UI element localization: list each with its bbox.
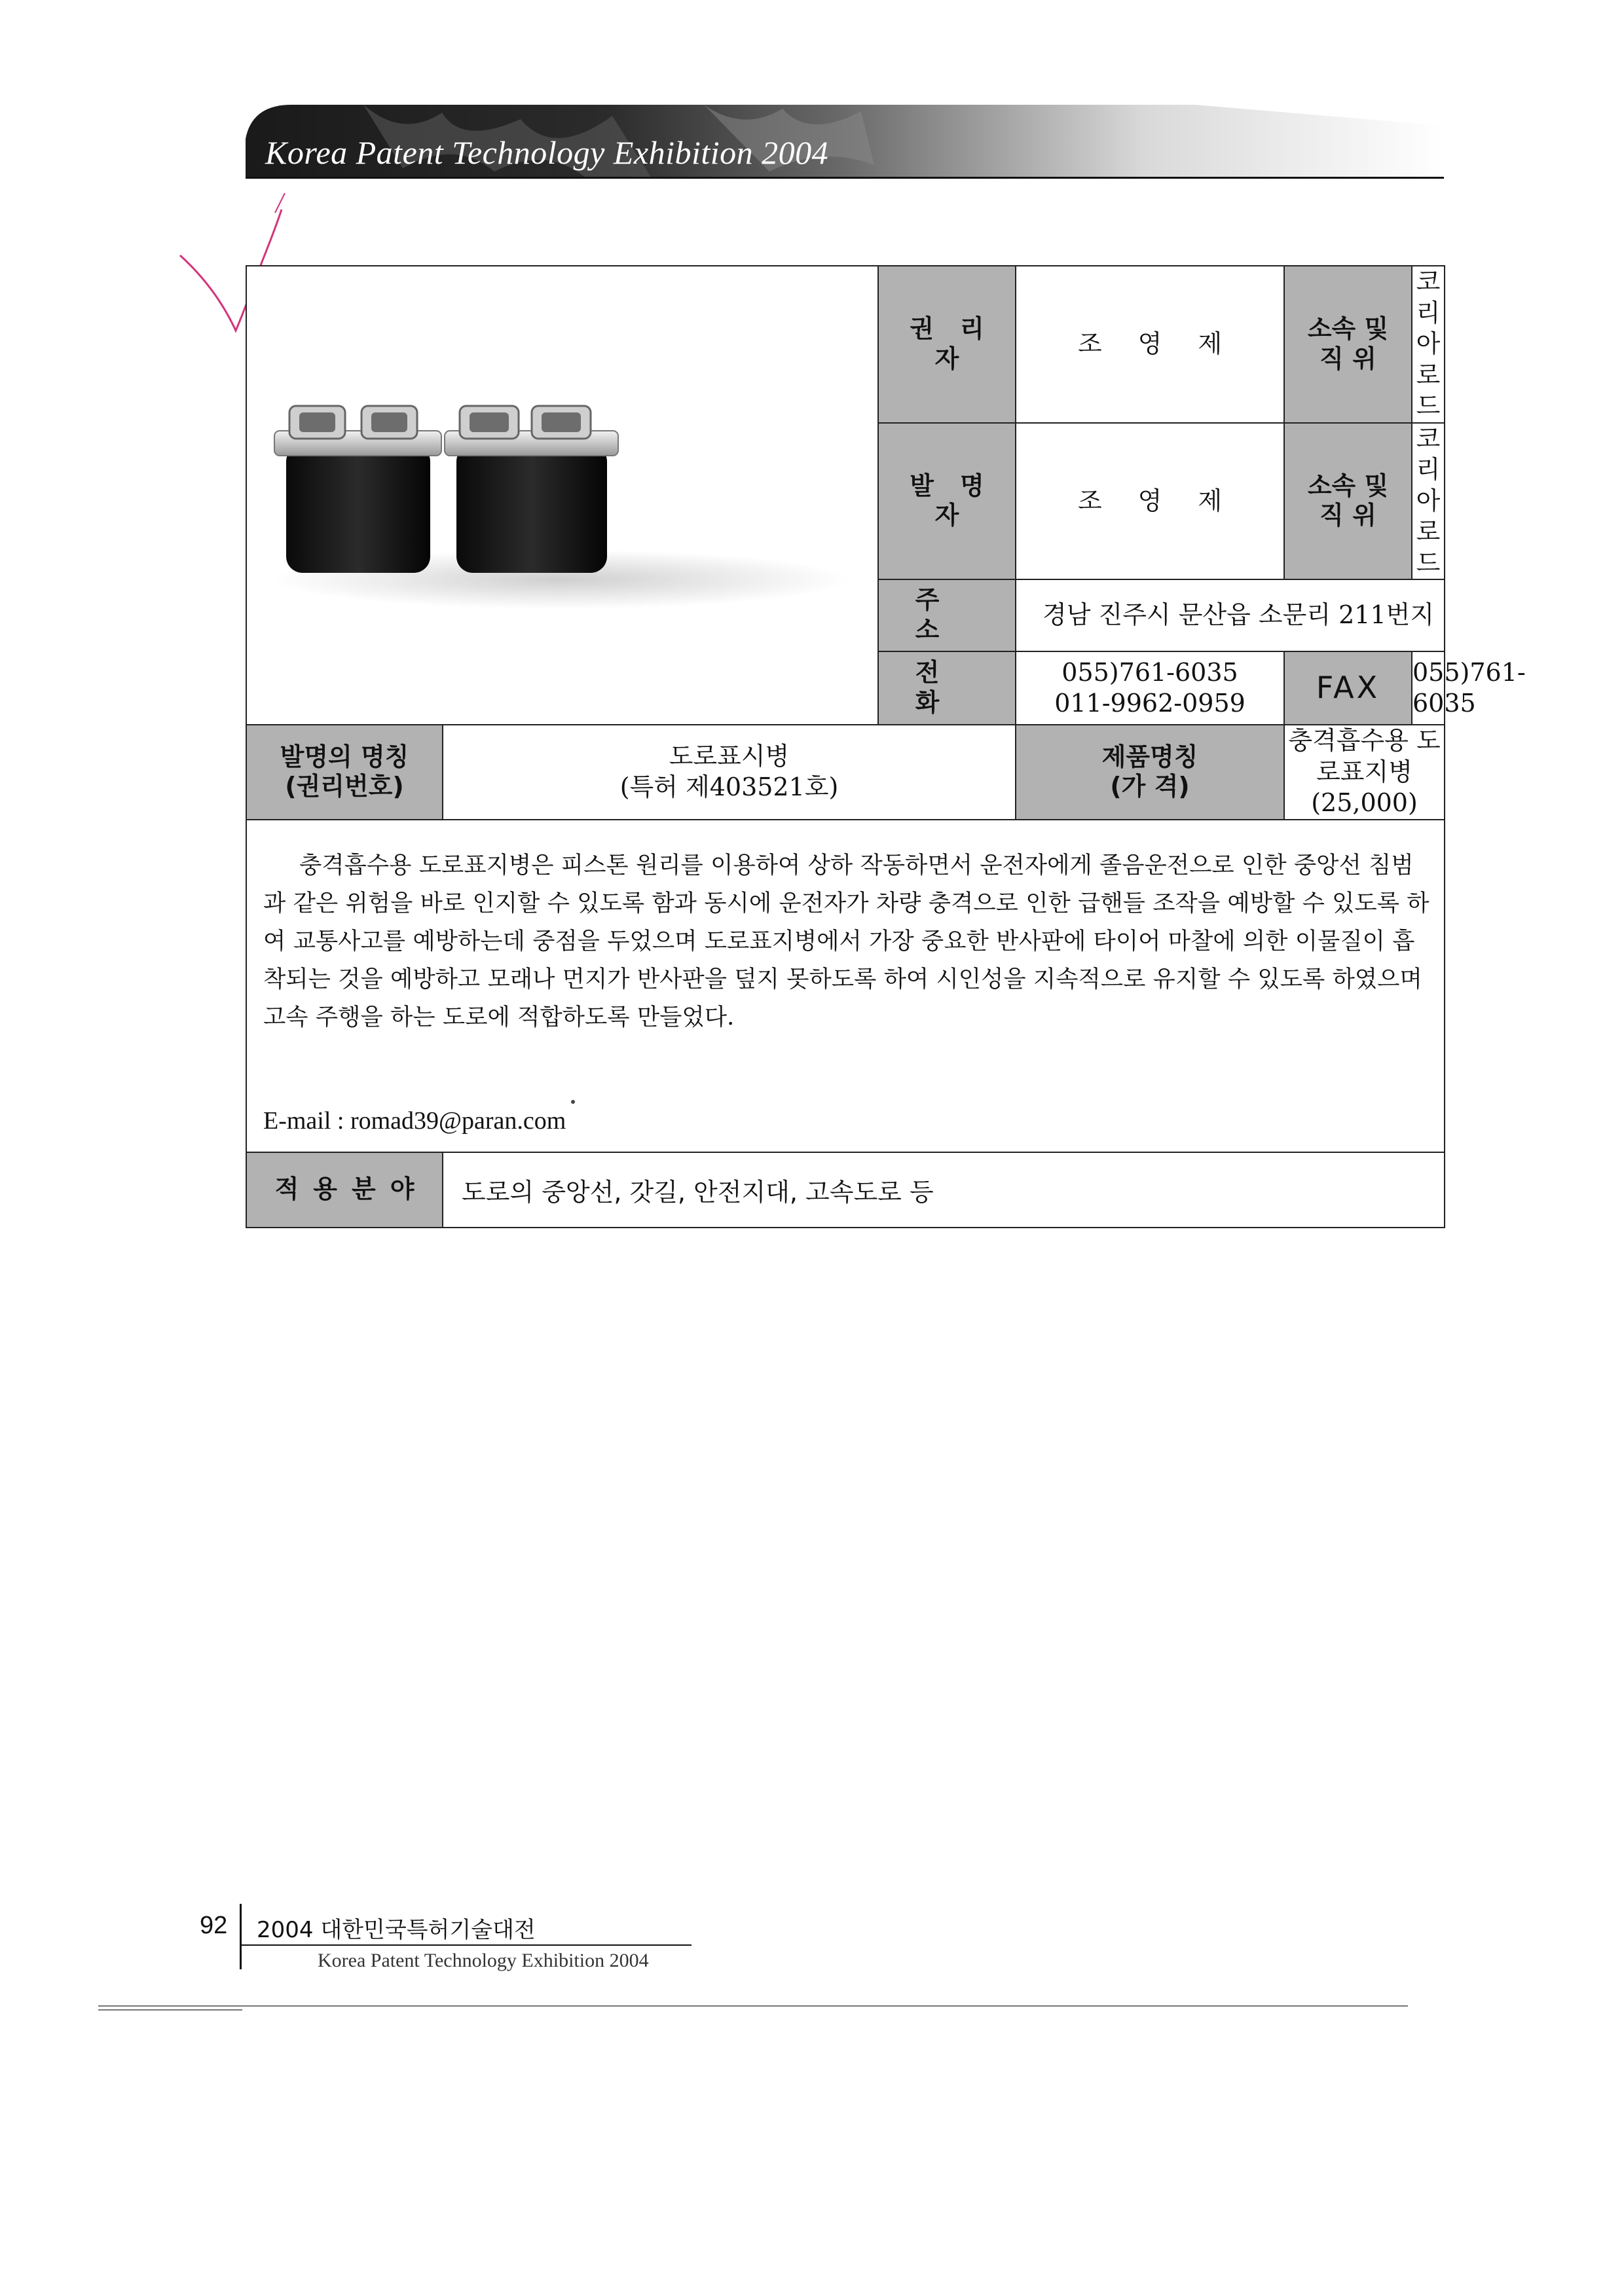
affiliation-label-line1: 소속 및 [1307, 314, 1389, 344]
phone-value [1016, 651, 1284, 725]
affiliation-label-line2: 직 위 [1320, 344, 1376, 373]
application-field-label: 적용분야 [246, 1152, 443, 1228]
inventor-affiliation: 코리아로드 [1412, 423, 1445, 580]
invention-name-label [246, 725, 443, 820]
banner-title: Korea Patent Technology Exhibition 2004 [265, 134, 829, 171]
page-bottom-rule-short [98, 2009, 242, 2011]
product-name-value [1284, 725, 1445, 820]
product-photo-cell [246, 266, 878, 725]
inventor-value: 조영제 [1016, 423, 1284, 580]
footer-divider [240, 1904, 242, 1969]
invention-name: 도로표시병 [669, 741, 790, 771]
product-price: (25,000) [1311, 788, 1418, 817]
header-banner [246, 100, 1444, 178]
address-value: 경남 진주시 문산읍 소문리 211번지 [1016, 579, 1445, 651]
rights-holder-value: 조영제 [1016, 266, 1284, 423]
scan-speck [571, 1100, 575, 1104]
invention-name-value [443, 725, 1016, 820]
inventor-affiliation-label [1284, 423, 1412, 580]
application-field-value: 도로의 중앙선, 갓길, 안전지대, 고속도로 등 [443, 1152, 1445, 1228]
rights-holder-affiliation: 코리아로드 [1412, 266, 1445, 423]
rights-holder-affiliation-label [1284, 266, 1412, 423]
header-rule [246, 177, 1444, 179]
product-photo [247, 354, 879, 635]
phone-line2: 011-9962-0959 [1054, 689, 1246, 718]
patent-number: (특허 제403521호) [619, 773, 839, 802]
footer-title-korean: 2004 대한민국특허기술대전 [257, 1917, 536, 1943]
description-cell [246, 820, 1445, 1152]
road-stud-right [445, 406, 618, 573]
invention-name-label-line1: 발명의 명칭 [280, 742, 409, 771]
affiliation-label-line2: 직 위 [1320, 501, 1376, 530]
product-name-label [1016, 725, 1284, 820]
page-bottom-rule [98, 2005, 1408, 2007]
description-text: 충격흡수용 도로표지병은 피스톤 원리를 이용하여 상하 작동하면서 운전자에게 졸음운전으로 인한 중앙선 침범과 같은 위험을 바로 인지할 수 있도록 함과 동시에 운전자가 차량 충격으로 인한 급핸들 조작을 예방할 수 있도록 하여 교통사고를 예방하는데 중점을 두었으며 도로표지병에서 가장 중요한 반사판에 타이어 마찰에 의한 이물질이 흡착되는 것을 예방하고 모래나 먼지가 반사판을 덮지 못하도록 하여 시인성을 지속적으로 유지할 수 있도록 하였으며 고속 주행을 하는 도로에 적합하도록 만들었다. [263, 851, 1430, 1030]
page-number: 92 [200, 1912, 228, 1939]
phone-label: 전화 [878, 651, 1016, 725]
fax-label: FAX [1284, 651, 1412, 725]
invention-name-label-line2: (권리번호) [285, 772, 404, 801]
fax-value: 055)761-6035 [1412, 651, 1445, 725]
rights-holder-label: 권리자 [878, 266, 1016, 423]
footer-rule [240, 1944, 692, 1946]
inventor-label: 발명자 [878, 423, 1016, 580]
road-stud-left [274, 406, 441, 573]
email-text: E-mail : romad39@paran.com [263, 1106, 566, 1135]
affiliation-label-line1: 소속 및 [1307, 471, 1389, 500]
address-label: 주소 [878, 579, 1016, 651]
phone-line1: 055)761-6035 [1061, 657, 1238, 687]
patent-info-table [246, 265, 1526, 1228]
product-label-line2: (가 격) [1110, 772, 1190, 801]
footer-title-english: Korea Patent Technology Exhibition 2004 [318, 1950, 649, 1971]
product-label-line1: 제품명칭 [1101, 742, 1198, 771]
product-name: 충격흡수용 도로표지병 [1288, 726, 1441, 786]
